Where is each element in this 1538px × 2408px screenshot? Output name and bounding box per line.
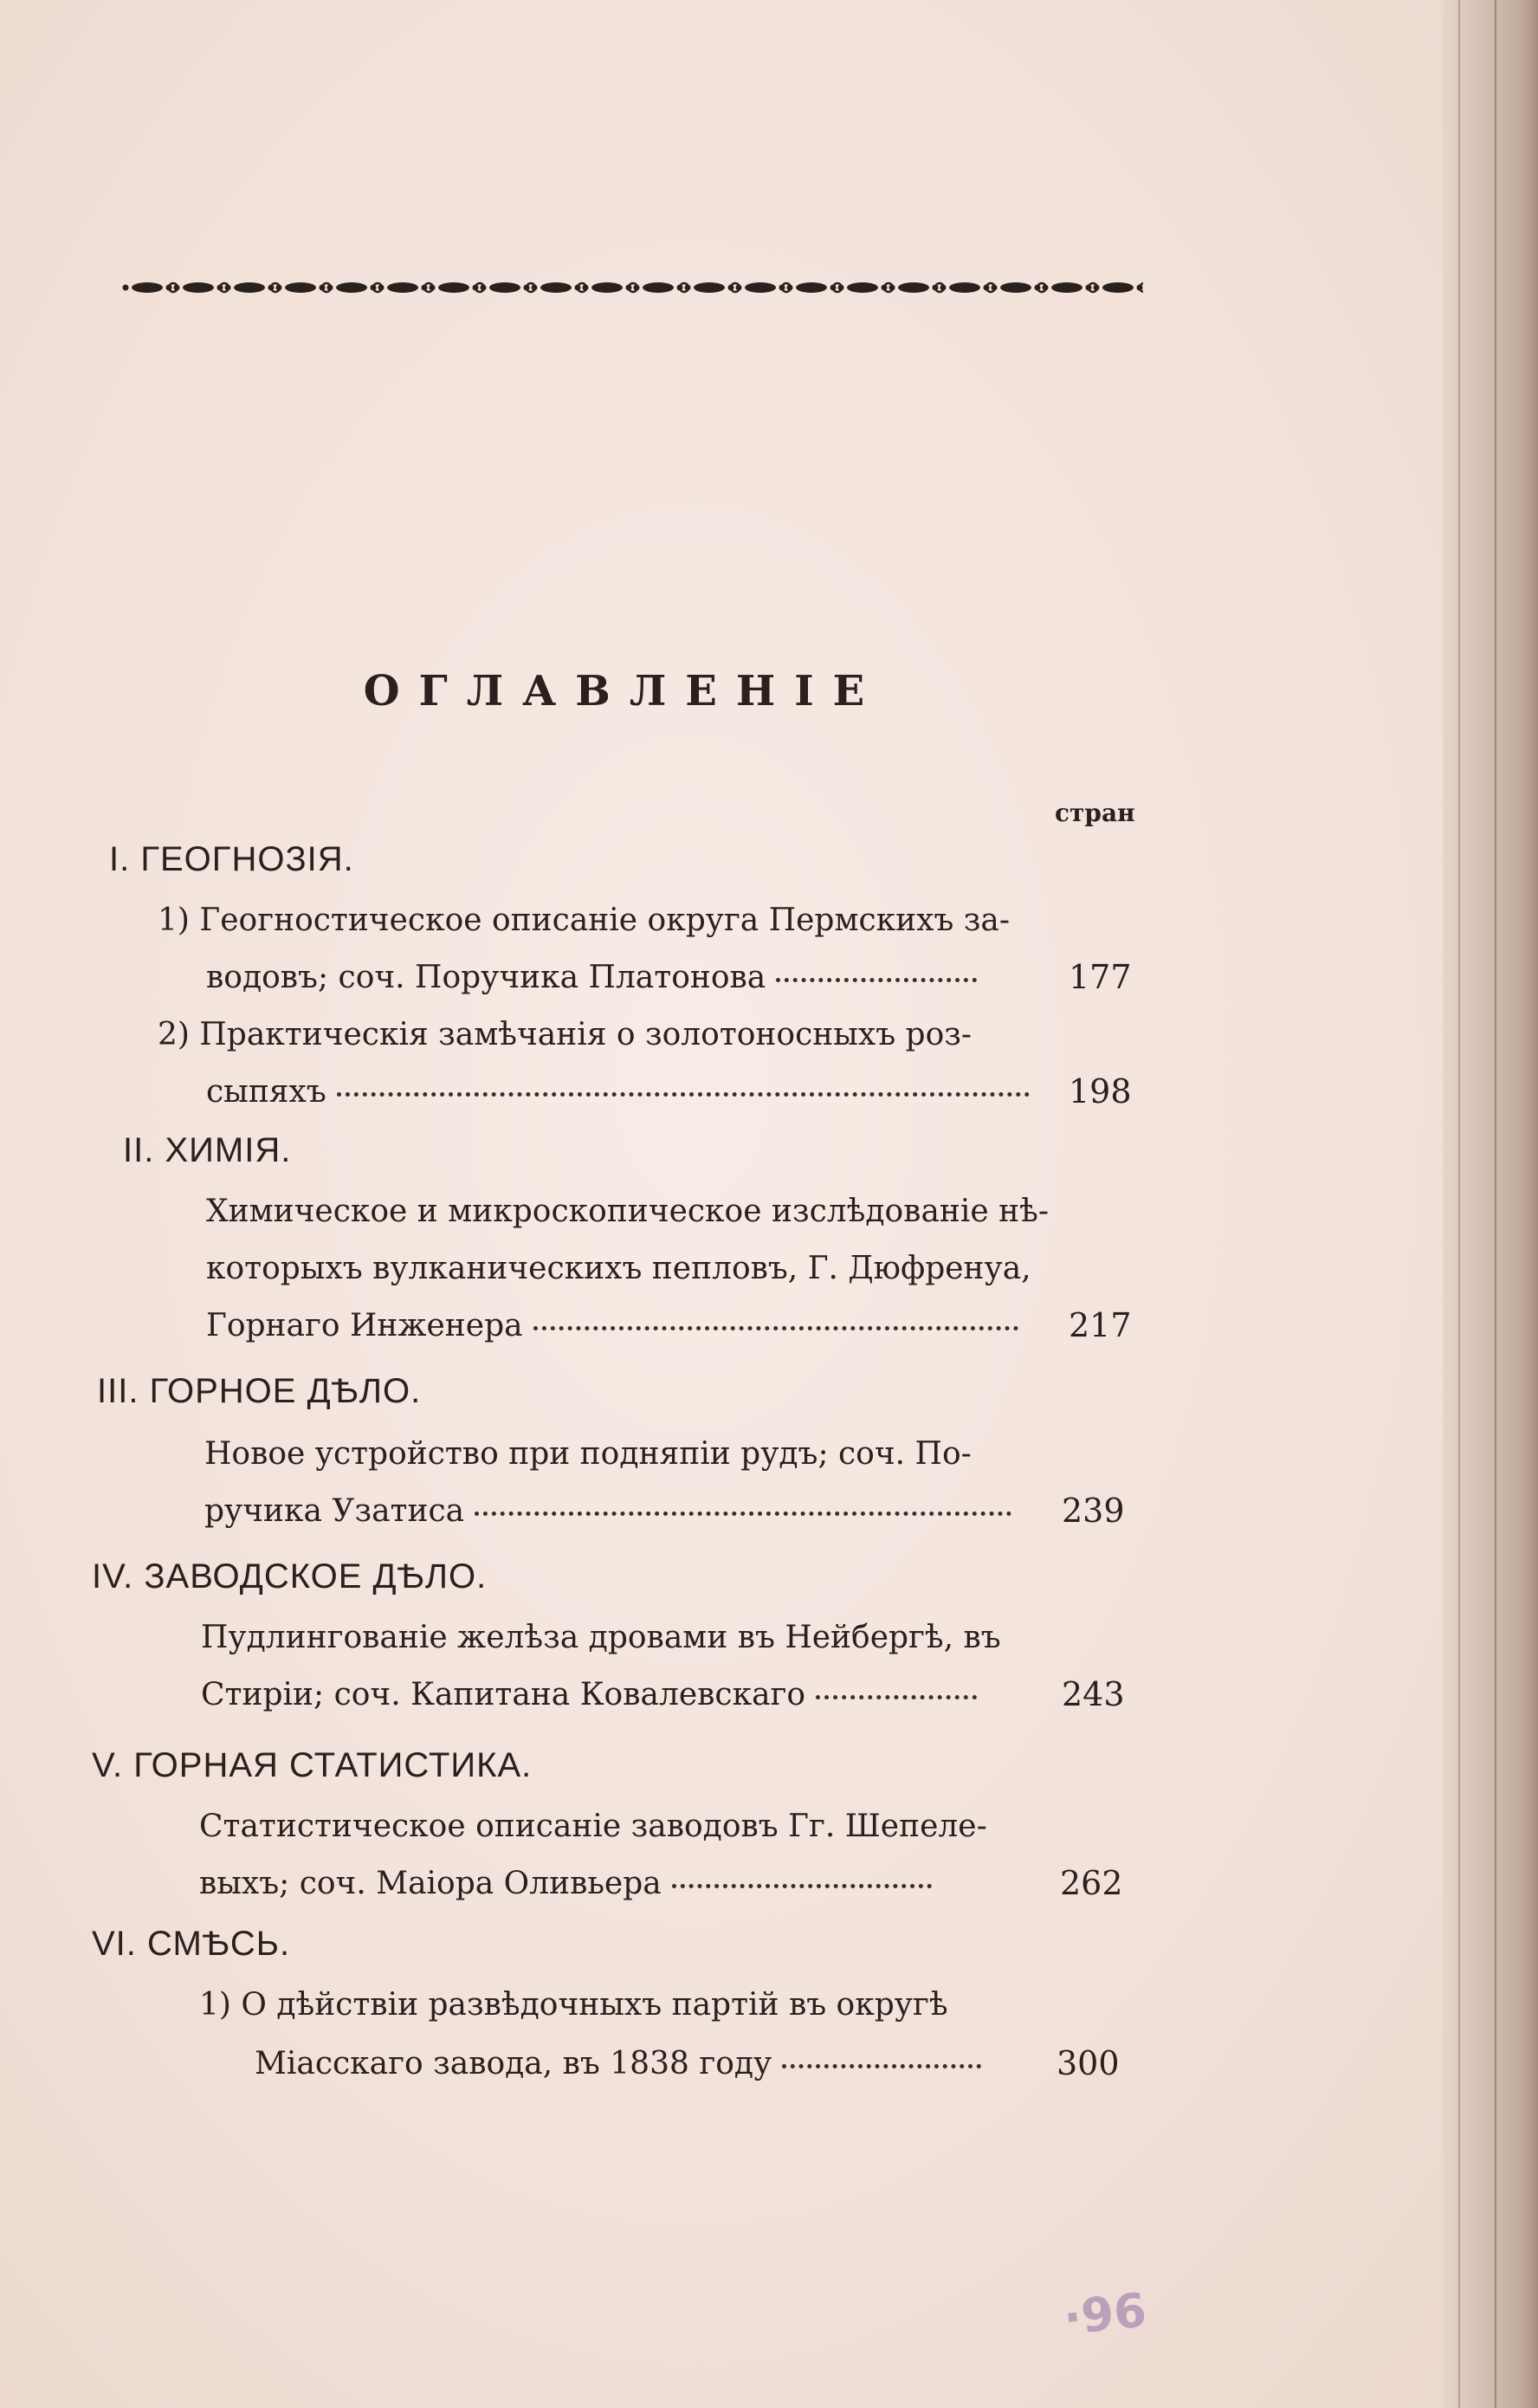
ornament-dot xyxy=(634,285,640,291)
ornament-leaf xyxy=(183,282,214,293)
ornament-dot xyxy=(1043,285,1049,291)
ornament-dot xyxy=(583,285,589,291)
dot-leader xyxy=(816,1695,977,1699)
toc-entry-line: Новое устройство при подняпіи рудъ; соч. По- xyxy=(204,1436,972,1472)
toc-entry-line xyxy=(255,2046,986,2081)
ornament-leaf xyxy=(643,282,674,293)
ornament-dot xyxy=(736,285,742,291)
ornament-leaf xyxy=(234,282,265,293)
ornament-dot xyxy=(174,285,180,291)
dot-leader xyxy=(533,1326,1018,1330)
section-heading-metallurgy: IV. ЗАВОДСКОЕ ДѢЛО. xyxy=(92,1557,488,1596)
page-number: 177 xyxy=(1069,958,1132,996)
section-heading-chemistry: II. ХИМІЯ. xyxy=(123,1131,292,1169)
section-heading-geognosy: I. ГЕОГНОЗІЯ. xyxy=(109,840,354,878)
ornament-leaf xyxy=(285,282,316,293)
toc-entry-line: которыхъ вулканическихъ пепловъ, Г. Дюфренуа, xyxy=(206,1251,1031,1286)
ornament-leaf xyxy=(898,282,929,293)
ornament-leaf xyxy=(591,282,623,293)
dot-leader xyxy=(782,2064,981,2068)
ornament-dot xyxy=(481,285,487,291)
ornament-dot xyxy=(685,285,691,291)
dot-leader xyxy=(475,1511,1011,1516)
ornament-leaf xyxy=(1102,282,1134,293)
ornament-dot xyxy=(532,285,538,291)
toc-entry-text: Міасскаго завода, въ 1838 году xyxy=(255,2046,772,2081)
page-number: 217 xyxy=(1069,1306,1132,1344)
toc-entry-line xyxy=(204,1493,1017,1529)
library-stamp: ·96 xyxy=(1060,2282,1149,2346)
page-edge xyxy=(1443,0,1538,2408)
ornament-leaf xyxy=(847,282,878,293)
page-column-label: стран xyxy=(1055,799,1135,827)
toc-entry-text: Горнаго Инженера xyxy=(206,1308,523,1343)
toc-entry-line: 2) Практическія замѣчанія о золотоносныхъ роз- xyxy=(158,1017,973,1052)
ornament-dot xyxy=(992,285,998,291)
toc-entry-line: 1) Геогностическое описаніе округа Пермскихъ за- xyxy=(158,903,1011,938)
toc-entry-line xyxy=(199,1866,937,1901)
dot-leader xyxy=(776,978,977,982)
ornament-leaf xyxy=(949,282,980,293)
ornament-dot xyxy=(787,285,793,291)
ornament-leaf xyxy=(1000,282,1031,293)
page-number: 198 xyxy=(1069,1072,1132,1110)
ornament-leaf xyxy=(1051,282,1082,293)
dot-leader xyxy=(672,1884,932,1888)
ornament-dot xyxy=(225,285,231,291)
ornamental-rule xyxy=(121,274,1143,301)
toc-entry-line: Статистическое описаніе заводовъ Гг. Шепеле- xyxy=(199,1809,987,1844)
ornament-leaf xyxy=(438,282,469,293)
ornament-dot xyxy=(1094,285,1100,291)
ornament-dot xyxy=(123,285,129,291)
page-number: 300 xyxy=(1057,2044,1120,2082)
toc-title: ОГЛАВЛЕНІЕ xyxy=(363,667,884,715)
toc-entry-text: Стиріи; соч. Капитана Ковалевскаго xyxy=(201,1677,806,1712)
ornament-leaf xyxy=(489,282,520,293)
toc-entry-line: Пудлингованіе желѣза дровами въ Нейбергѣ, въ xyxy=(201,1620,1001,1655)
toc-entry-line: 1) О дѣйствіи развѣдочныхъ партій въ округѣ xyxy=(199,1987,948,2023)
ornament-icon xyxy=(121,274,1143,301)
toc-entry-text: выхъ; соч. Маіора Оливьера xyxy=(199,1866,662,1901)
ornament-dot xyxy=(327,285,333,291)
toc-entry-text: ручика Узатиса xyxy=(204,1493,465,1529)
page-number: 262 xyxy=(1060,1864,1123,1902)
ornament-leaf xyxy=(694,282,725,293)
ornament-leaf xyxy=(132,282,163,293)
toc-entry-line xyxy=(206,960,982,995)
ornament-leaf xyxy=(540,282,572,293)
page-number: 243 xyxy=(1062,1675,1125,1713)
ornament-leaf xyxy=(387,282,418,293)
toc-entry-line xyxy=(206,1074,1035,1110)
toc-entry-line: Химическое и микроскопическое изслѣдованіе нѣ- xyxy=(206,1194,1050,1229)
section-heading-statistics: V. ГОРНАЯ СТАТИСТИКА. xyxy=(92,1746,533,1784)
ornament-dot xyxy=(378,285,384,291)
toc-entry-line xyxy=(201,1677,982,1712)
section-heading-miscellany: VI. СМѢСЬ. xyxy=(92,1925,291,1963)
ornament-dot xyxy=(276,285,282,291)
toc-entry-line xyxy=(206,1308,1024,1343)
page-number: 239 xyxy=(1062,1492,1125,1530)
ornament-leaf xyxy=(796,282,827,293)
section-heading-mining: III. ГОРНОЕ ДѢЛО. xyxy=(97,1372,422,1410)
toc-entry-text: водовъ; соч. Поручика Платонова xyxy=(206,960,766,995)
ornament-dot xyxy=(889,285,895,291)
ornament-dot xyxy=(838,285,844,291)
ornament-dot xyxy=(430,285,436,291)
dot-leader xyxy=(337,1092,1030,1097)
toc-entry-text: сыпяхъ xyxy=(206,1074,326,1110)
ornament-dot xyxy=(940,285,947,291)
ornament-leaf xyxy=(336,282,367,293)
ornament-leaf xyxy=(745,282,776,293)
